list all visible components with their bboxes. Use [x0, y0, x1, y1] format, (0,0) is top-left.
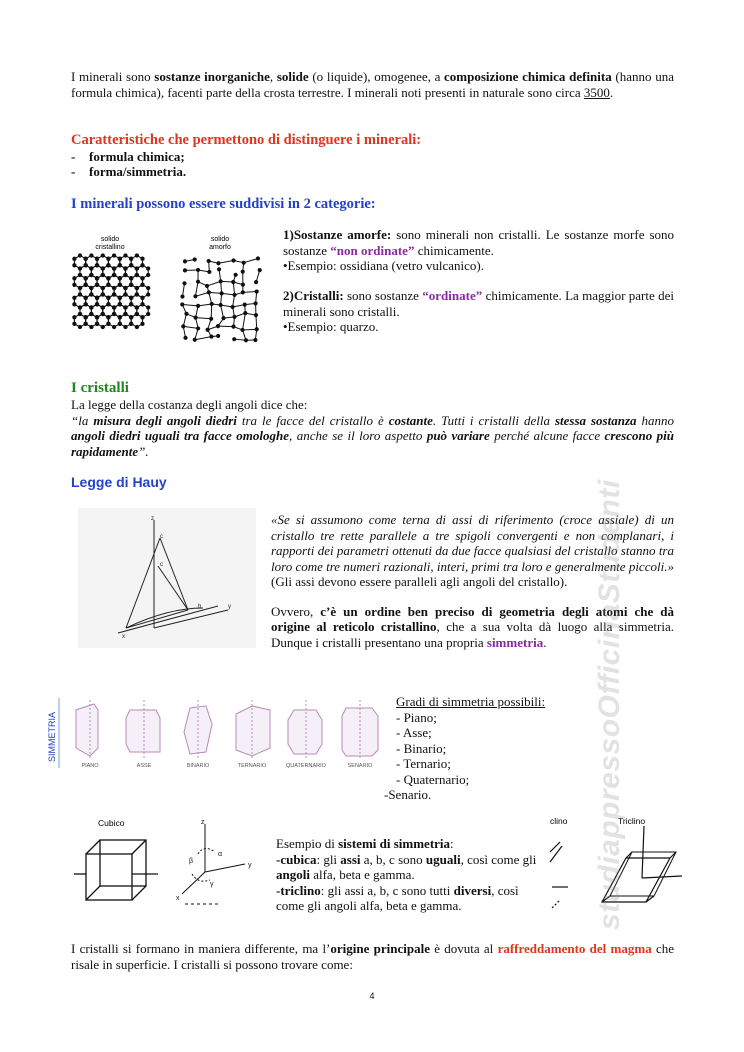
solid-structures-figure: [70, 232, 276, 350]
categories-heading: I minerali possono essere suddivisi in 2 categorie:: [71, 196, 376, 212]
amorphous-network: [181, 257, 262, 342]
triclinic-partial-label: clino: [550, 816, 568, 826]
triclinic-label: Triclino: [618, 816, 646, 826]
symmetry-figure-label: BINARIO: [186, 763, 210, 769]
crystals-description: 2)Cristalli: sono sostanze “ordinate” chimicamente. La maggior parte dei minerali sono cristalli. •Esempio: quarzo.: [283, 288, 674, 334]
axis-x-label: x: [176, 895, 180, 902]
symmetry-crystal: [76, 700, 98, 760]
characteristics-section: [71, 133, 674, 180]
crystalline-label-2: cristallino: [95, 244, 125, 251]
svg-text:c: c: [160, 534, 163, 540]
svg-text:c: c: [160, 562, 163, 568]
svg-text:x: x: [122, 634, 125, 640]
axial-cross-figure: [78, 508, 256, 648]
beta-label: β: [189, 858, 194, 865]
page-number: 4: [369, 991, 375, 1001]
cubic-system-figure: [70, 814, 260, 914]
symmetry-crystal: [236, 700, 270, 760]
amorphous-label-1: solido: [210, 236, 230, 243]
characteristics-list: [71, 149, 674, 180]
svg-text:y: y: [228, 604, 231, 610]
symmetry-figure-label: ASSE: [136, 763, 152, 769]
cubic-label: Cubico: [98, 818, 125, 828]
mineral-count: 3500: [583, 84, 610, 100]
svg-text:z: z: [151, 516, 154, 522]
angle-law-quote: “la misura degli angoli diedri tra le facce del cristallo è costante. Tutti i cristalli della stessa sostanza hanno angoli diedri uguali tra facce omologhe, anche se il loro aspetto può variare perché alcune facce crescono più rapidamente”.: [71, 412, 675, 459]
symmetry-figure: [44, 696, 390, 770]
systems-text: Esempio di sistemi di simmetria: -cubica: gli assi a, b, c sono uguali, così come gli angoli alfa, beta e gamma. -triclino: gli assi a, b, c sono tutti diversi, così come gli angoli alfa, beta e gamma.: [276, 836, 537, 913]
list-item: - Asse;: [396, 725, 432, 740]
angle-law-intro: La legge della costanza degli angoli dice che:: [71, 397, 308, 412]
gamma-label: γ: [210, 881, 214, 888]
symmetry-list-title: Gradi di simmetria possibili:: [396, 694, 546, 709]
crystals-heading: I cristalli: [71, 380, 129, 396]
closing-paragraph: I cristalli si formano in maniera differente, ma l’origine principale è dovuta al raffreddamento del magma che risale in superficie. I cristalli si possono trovare come:: [71, 941, 674, 972]
symmetry-figure-label: TERNARIO: [237, 763, 267, 769]
list-item: - formula chimica;: [71, 149, 674, 165]
axis-z-label: z: [201, 819, 205, 826]
list-item: - Ternario;: [396, 756, 451, 771]
characteristics-heading: Caratteristiche che permettono di distinguere i minerali:: [71, 132, 422, 148]
list-item: - Quaternario;: [396, 771, 470, 787]
list-item: -Senario.: [384, 787, 432, 802]
symmetry-crystal: [288, 700, 322, 760]
alpha-label: α: [218, 851, 223, 858]
crystalline-label-1: solido: [100, 236, 120, 243]
list-item: - Binario;: [396, 740, 447, 756]
symmetry-figure-label: QUATERNARIO: [286, 763, 326, 769]
amorphous-label-2: amorfo: [209, 244, 231, 251]
intro-paragraph: I minerali sono sostanze inorganiche, solide (o liquide), omogenee, a composizione chimica definita (hanno una formula chimica), facenti parte della crosta terrestre. I minerali noti presenti in naturale sono circa 3500.: [71, 69, 674, 100]
symmetry-crystal: [126, 700, 160, 760]
symmetry-side-label: SIMMETRIA: [47, 711, 57, 762]
hauy-quote: «Se si assumono come terna di assi di riferimento (croce assiale) di un cristallo tre rette parallele a tre spigoli convergenti e non complanari, i rapporti dei parametri ottenuti da due facce qualsiasi del cristallo stanno tra loro come tre numeri razionali, interi, primi tra loro e generalmente piccoli.»: [271, 512, 674, 574]
hauy-order: Ovvero, c’è un ordine ben preciso di geometria degli atomi che dà origine al reticolo cristallino, che a sua volta dà luogo alla simmetria. Dunque i cristalli presentano una propria simmetria.: [271, 603, 675, 650]
symmetry-list: [384, 694, 584, 803]
hauy-heading: Legge di Hauy: [71, 474, 167, 490]
hauy-note: (Gli assi devono essere paralleli agli angoli del cristallo).: [271, 574, 568, 589]
symmetry-figure-label: PIANO: [81, 763, 99, 769]
axis-y-label: y: [248, 862, 252, 869]
symmetry-crystal: [184, 700, 212, 760]
list-item: - forma/simmetria.: [71, 164, 674, 180]
amorphous-description: 1)Sostanze amorfe: sono minerali non cristalli. Le sostanze morfe sono sostanze “non ordinate” chimicamente. •Esempio: ossidiana (vetro vulcanico).: [283, 227, 675, 273]
list-item: - Piano;: [396, 709, 437, 725]
watermark: studiappressoOfficinaStudenti: [593, 479, 626, 930]
crystalline-lattice: [73, 254, 150, 329]
symmetry-figure-label: SENARIO: [347, 763, 373, 769]
svg-text:b: b: [198, 604, 202, 610]
crystals-section: [71, 380, 674, 459]
symmetry-crystal: [342, 700, 378, 760]
